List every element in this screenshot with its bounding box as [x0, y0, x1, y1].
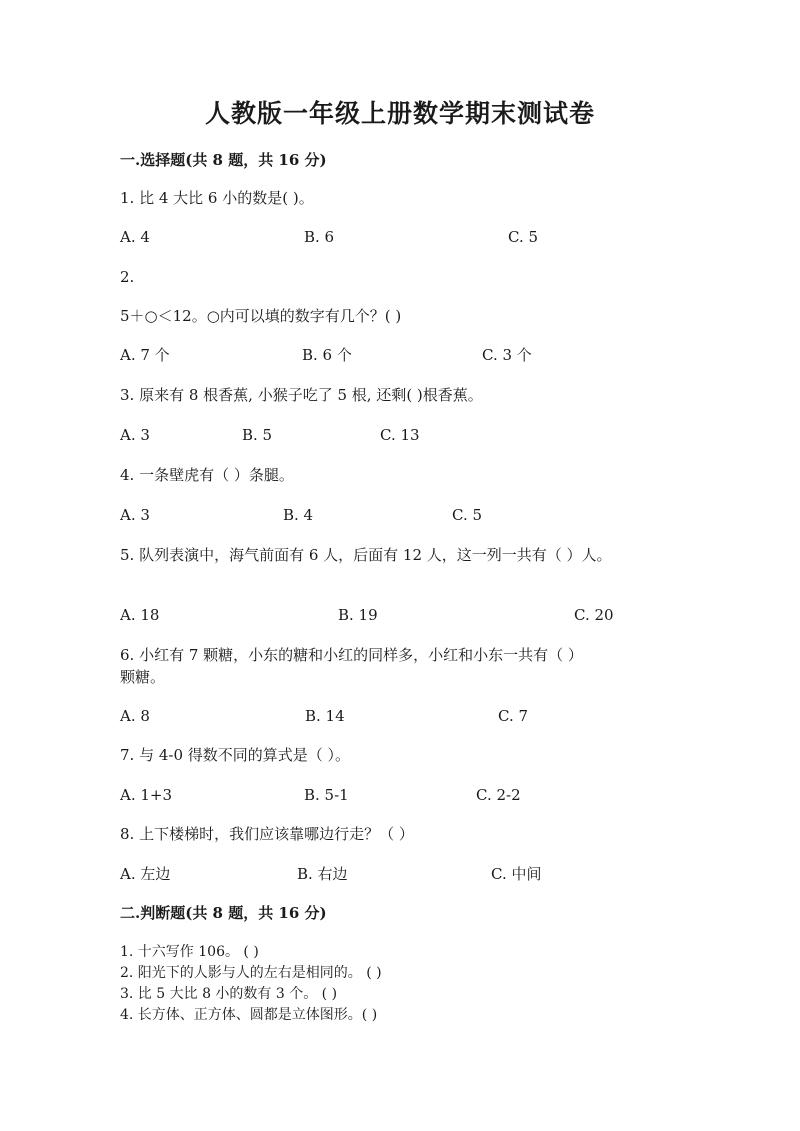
question-3-option-c: C. 13 [380, 426, 420, 444]
question-4-option-a: A. 3 [120, 506, 150, 524]
question-8-option-b: B. 右边 [297, 865, 348, 883]
question-8-stem: 8. 上下楼梯时，我们应该靠哪边行走？（ ） [120, 825, 414, 843]
question-5-option-a: A. 18 [120, 606, 160, 624]
judge-item-4: 4. 长方体、正方体、圆都是立体图形。( ) [120, 1007, 378, 1023]
question-3-option-a: A. 3 [120, 426, 150, 444]
question-2-number: 2. [120, 268, 135, 286]
question-3-stem: 3. 原来有 8 根香蕉, 小猴子吃了 5 根, 还剩( )根香蕉。 [120, 386, 483, 404]
question-2-option-a: A. 7 个 [120, 346, 170, 364]
question-4-option-c: C. 5 [452, 506, 483, 524]
judge-item-2: 2. 阳光下的人影与人的左右是相同的。 ( ) [120, 965, 382, 981]
question-6-option-c: C. 7 [498, 707, 529, 725]
question-6-option-a: A. 8 [120, 707, 150, 725]
question-4-option-b: B. 4 [283, 506, 314, 524]
question-7-option-b: B. 5-1 [304, 786, 349, 804]
section-2-heading: 二.判断题(共 8 题，共 16 分) [120, 904, 327, 922]
section-1-heading: 一.选择题(共 8 题，共 16 分) [120, 151, 327, 169]
question-6-stem-continued: 颗糖。 [120, 668, 166, 686]
question-2-option-b: B. 6 个 [302, 346, 352, 364]
question-6-stem: 6. 小红有 7 颗糖，小东的糖和小红的同样多，小红和小东一共有（ ） [120, 646, 583, 664]
question-2-stem: 5＋○＜12。○内可以填的数字有几个？( ) [120, 307, 402, 325]
judge-item-3: 3. 比 5 大比 8 小的数有 3 个。 ( ) [120, 986, 338, 1002]
question-7-stem: 7. 与 4-0 得数不同的算式是（ ）。 [120, 746, 351, 764]
question-7-option-c: C. 2-2 [476, 786, 521, 804]
question-8-option-c: C. 中间 [491, 865, 542, 883]
question-3-option-b: B. 5 [242, 426, 273, 444]
question-2-option-c: C. 3 个 [482, 346, 532, 364]
question-1-option-b: B. 6 [304, 228, 335, 246]
question-8-option-a: A. 左边 [120, 865, 171, 883]
question-1-stem: 1. 比 4 大比 6 小的数是( )。 [120, 189, 314, 207]
page-title: 人教版一年级上册数学期末测试卷 [204, 99, 595, 128]
question-5-option-b: B. 19 [338, 606, 378, 624]
question-6-option-b: B. 14 [305, 707, 345, 725]
question-4-stem: 4. 一条壁虎有（ ）条腿。 [120, 466, 294, 484]
question-7-option-a: A. 1+3 [120, 786, 173, 804]
question-1-option-a: A. 4 [120, 228, 150, 246]
question-1-option-c: C. 5 [508, 228, 539, 246]
judge-item-1: 1. 十六写作 106。 ( ) [120, 944, 259, 960]
question-5-stem: 5. 队列表演中，海气前面有 6 人，后面有 12 人，这一列一共有（ ）人。 [120, 546, 612, 564]
question-5-option-c: C. 20 [574, 606, 614, 624]
